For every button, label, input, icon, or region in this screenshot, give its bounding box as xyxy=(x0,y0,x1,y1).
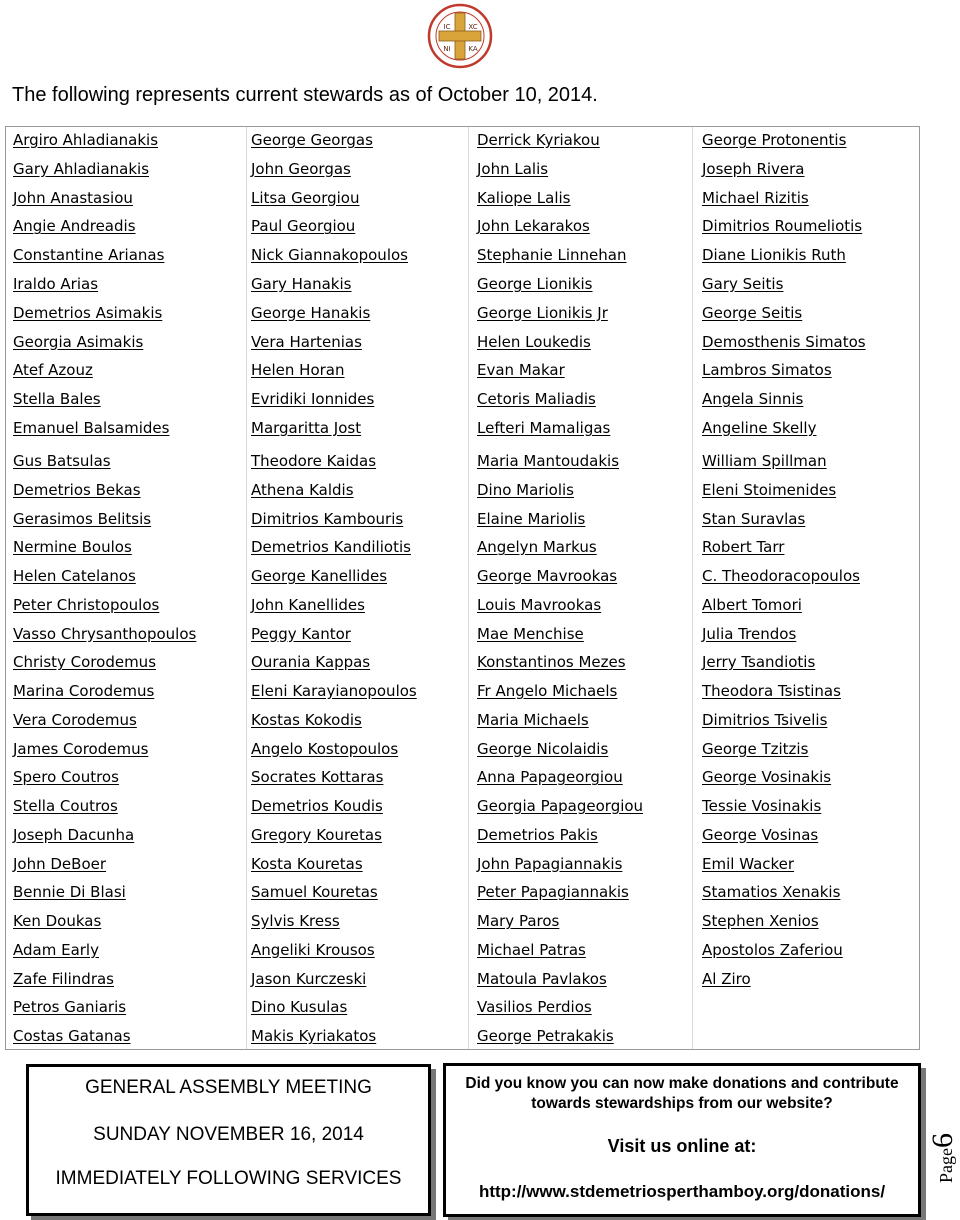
steward-name: George Nicolaidis xyxy=(477,739,609,758)
steward-name: Tessie Vosinakis xyxy=(702,797,822,815)
steward-name: Gus Batsulas xyxy=(13,452,111,470)
steward-name: Fr Angelo Michaels xyxy=(477,682,618,700)
steward-name: Samuel Kouretas xyxy=(251,883,378,902)
steward-name: Kosta Kouretas xyxy=(251,854,363,873)
steward-name: Demetrios Bekas xyxy=(13,480,141,499)
steward-name: Jerry Tsandiotis xyxy=(702,653,816,672)
steward-name: Litsa Georgiou xyxy=(251,188,360,207)
steward-name: Jason Kurczeski xyxy=(251,969,367,988)
steward-name: Angelyn Markus xyxy=(477,538,597,557)
steward-name: Dino Kusulas xyxy=(251,998,348,1017)
steward-name: C. Theodoracopoulos xyxy=(702,567,860,585)
steward-name: Zafe Filindras xyxy=(13,969,114,988)
donations-notice xyxy=(443,1063,921,1217)
steward-name: Apostolos Zaferiou xyxy=(702,940,843,959)
steward-name: Helen Loukedis xyxy=(477,332,591,351)
notice-title: GENERAL ASSEMBLY MEETING xyxy=(85,1077,372,1098)
steward-name: Emanuel Balsamides xyxy=(13,419,170,437)
steward-name: Gregory Kouretas xyxy=(251,825,382,844)
steward-name: Gary Ahladianakis xyxy=(13,159,150,178)
steward-name: Julia Trendos xyxy=(702,624,797,643)
donations-url[interactable]: http://www.stdemetriosperthamboy.org/donations/ xyxy=(478,1182,886,1201)
steward-name: Stella Bales xyxy=(13,390,101,409)
steward-name: Emil Wacker xyxy=(702,854,795,873)
steward-name: Demetrios Asimakis xyxy=(13,303,163,322)
steward-name: George Vosinas xyxy=(702,825,819,844)
steward-name: George Vosinakis xyxy=(702,768,832,787)
steward-name: George Protonentis xyxy=(702,131,847,149)
steward-name: Theodora Tsistinas xyxy=(702,682,841,700)
page-word: Page xyxy=(936,1148,956,1183)
steward-name: Kostas Kokodis xyxy=(251,710,362,729)
general-assembly-notice xyxy=(26,1064,431,1216)
steward-name: Lefteri Mamaligas xyxy=(477,419,611,437)
steward-name: Demetrios Pakis xyxy=(477,825,598,844)
steward-name: Gary Seitis xyxy=(702,275,784,293)
steward-name: George Hanakis xyxy=(251,303,371,322)
steward-name: Paul Georgiou xyxy=(251,217,356,236)
notice-timing: IMMEDIATELY FOLLOWING SERVICES xyxy=(55,1168,402,1189)
steward-name: George Mavrookas xyxy=(477,567,618,585)
steward-name: Robert Tarr xyxy=(702,538,785,557)
column-divider xyxy=(692,127,693,1049)
steward-name: Ourania Kappas xyxy=(251,653,371,672)
steward-name: Iraldo Arias xyxy=(13,275,99,293)
steward-name: Helen Horan xyxy=(251,361,345,380)
steward-name: George Georgas xyxy=(251,131,373,149)
steward-name: Stamatios Xenakis xyxy=(702,883,841,902)
steward-name: George Tzitzis xyxy=(702,739,809,758)
steward-name: Michael Patras xyxy=(477,940,586,959)
steward-name: Louis Mavrookas xyxy=(477,595,602,614)
steward-name: Vasso Chrysanthopoulos xyxy=(13,624,197,643)
steward-name: Argiro Ahladianakis xyxy=(13,131,159,149)
steward-name: Peter Papagiannakis xyxy=(477,883,629,902)
steward-name: Michael Rizitis xyxy=(702,188,809,207)
steward-name: Gary Hanakis xyxy=(251,275,352,293)
steward-name: Vera Corodemus xyxy=(13,710,137,729)
steward-name: Dimitrios Tsivelis xyxy=(702,710,828,729)
steward-name: Makis Kyriakatos xyxy=(251,1027,377,1045)
steward-name: Diane Lionikis Ruth xyxy=(702,246,846,265)
steward-name: Mary Paros xyxy=(477,912,560,930)
steward-name: Stan Suravlas xyxy=(702,509,806,528)
steward-name: Stephen Xenios xyxy=(702,912,819,930)
steward-name: Angeline Skelly xyxy=(702,419,817,437)
steward-name: George Lionikis xyxy=(477,275,593,293)
steward-name: Constantine Arianas xyxy=(13,246,165,265)
steward-name: Angeliki Krousos xyxy=(251,940,375,959)
steward-name: Matoula Pavlakos xyxy=(477,969,607,988)
steward-name: John Kanellides xyxy=(251,595,365,614)
svg-text:KA: KA xyxy=(468,45,478,53)
steward-name: Nick Giannakopoulos xyxy=(251,246,408,265)
svg-text:NI: NI xyxy=(443,45,451,53)
steward-name: Peggy Kantor xyxy=(251,624,351,643)
steward-name: Derrick Kyriakou xyxy=(477,131,600,149)
steward-name: Maria Michaels xyxy=(477,710,589,729)
column-divider xyxy=(246,127,247,1049)
steward-name: Helen Catelanos xyxy=(13,567,136,585)
steward-name: Evridiki Ionnides xyxy=(251,390,375,409)
steward-name: Stella Coutros xyxy=(13,797,118,815)
svg-text:XC: XC xyxy=(468,23,478,31)
steward-name: John Papagiannakis xyxy=(477,854,623,873)
steward-name: John Anastasiou xyxy=(13,188,133,207)
steward-name: George Seitis xyxy=(702,303,803,322)
steward-name: William Spillman xyxy=(702,452,827,470)
steward-name: Spero Coutros xyxy=(13,768,119,787)
steward-name: Vasilios Perdios xyxy=(477,998,592,1017)
steward-name: Athena Kaldis xyxy=(251,480,354,499)
steward-name: Elaine Mariolis xyxy=(477,509,586,528)
visit-online-label: Visit us online at: xyxy=(607,1136,757,1156)
steward-name: Adam Early xyxy=(13,940,99,959)
steward-name: George Petrakakis xyxy=(477,1027,614,1045)
steward-name: Ken Doukas xyxy=(13,912,102,930)
steward-name: Marina Corodemus xyxy=(13,682,155,700)
steward-name: John Lalis xyxy=(477,159,549,178)
steward-name: Evan Makar xyxy=(477,361,565,380)
steward-name: Petros Ganiaris xyxy=(13,998,127,1017)
steward-name: Gerasimos Belitsis xyxy=(13,509,152,528)
steward-name: John Georgas xyxy=(251,159,351,178)
steward-name: Peter Christopoulos xyxy=(13,595,160,614)
steward-name: Stephanie Linnehan xyxy=(477,246,627,265)
donations-message: Did you know you can now make donations and contribute towards stewardships from our website? xyxy=(465,1075,899,1112)
steward-name: Al Ziro xyxy=(702,969,751,988)
steward-name: James Corodemus xyxy=(13,739,149,758)
stewards-table xyxy=(5,126,920,1050)
steward-name: Georgia Asimakis xyxy=(13,332,144,351)
steward-name: Dimitrios Kambouris xyxy=(251,509,404,528)
steward-name: Demosthenis Simatos xyxy=(702,332,866,351)
steward-name: Atef Azouz xyxy=(13,361,93,380)
steward-name: Christy Corodemus xyxy=(13,653,157,672)
notice-date: SUNDAY NOVEMBER 16, 2014 xyxy=(93,1124,364,1145)
steward-name: Cetoris Maliadis xyxy=(477,390,596,409)
steward-name: Demetrios Kandiliotis xyxy=(251,538,411,557)
column-divider xyxy=(468,127,469,1049)
steward-name: John Lekarakos xyxy=(477,217,590,236)
steward-name: Joseph Dacunha xyxy=(13,825,135,844)
steward-name: Eleni Karayianopoulos xyxy=(251,682,417,700)
steward-name: Joseph Rivera xyxy=(702,159,805,178)
steward-name: Eleni Stoimenides xyxy=(702,480,837,499)
steward-name: Maria Mantoudakis xyxy=(477,452,620,470)
steward-name: John DeBoer xyxy=(13,854,107,873)
steward-name: Anna Papageorgiou xyxy=(477,768,623,787)
steward-name: Vera Hartenias xyxy=(251,332,362,351)
steward-name: Lambros Simatos xyxy=(702,361,832,380)
steward-name: Dino Mariolis xyxy=(477,480,574,499)
steward-name: Margaritta Jost xyxy=(251,419,362,437)
steward-name: Georgia Papageorgiou xyxy=(477,797,644,815)
steward-name: Socrates Kottaras xyxy=(251,768,384,787)
steward-name: Angelo Kostopoulos xyxy=(251,739,399,758)
steward-name: Angela Sinnis xyxy=(702,390,804,409)
steward-name: Demetrios Koudis xyxy=(251,797,383,815)
svg-text:IC: IC xyxy=(443,23,451,31)
steward-name: Angie Andreadis xyxy=(13,217,136,236)
steward-name: Theodore Kaidas xyxy=(251,452,377,470)
page-number xyxy=(928,1108,958,1208)
intro-text: The following represents current stewards as of October 10, 2014. xyxy=(12,84,598,106)
steward-name: Dimitrios Roumeliotis xyxy=(702,217,863,236)
steward-name: Mae Menchise xyxy=(477,624,584,643)
steward-name: Kaliope Lalis xyxy=(477,188,571,207)
steward-name: Bennie Di Blasi xyxy=(13,883,126,902)
steward-name: Sylvis Kress xyxy=(251,912,340,930)
steward-name: Nermine Boulos xyxy=(13,538,132,557)
steward-name: Costas Gatanas xyxy=(13,1027,131,1045)
church-seal-logo xyxy=(425,3,495,69)
steward-name: Konstantinos Mezes xyxy=(477,653,626,672)
steward-name: George Lionikis Jr xyxy=(477,303,608,322)
page-number-value: 6 xyxy=(926,1133,959,1148)
steward-name: Albert Tomori xyxy=(702,595,802,614)
steward-name: George Kanellides xyxy=(251,567,388,585)
